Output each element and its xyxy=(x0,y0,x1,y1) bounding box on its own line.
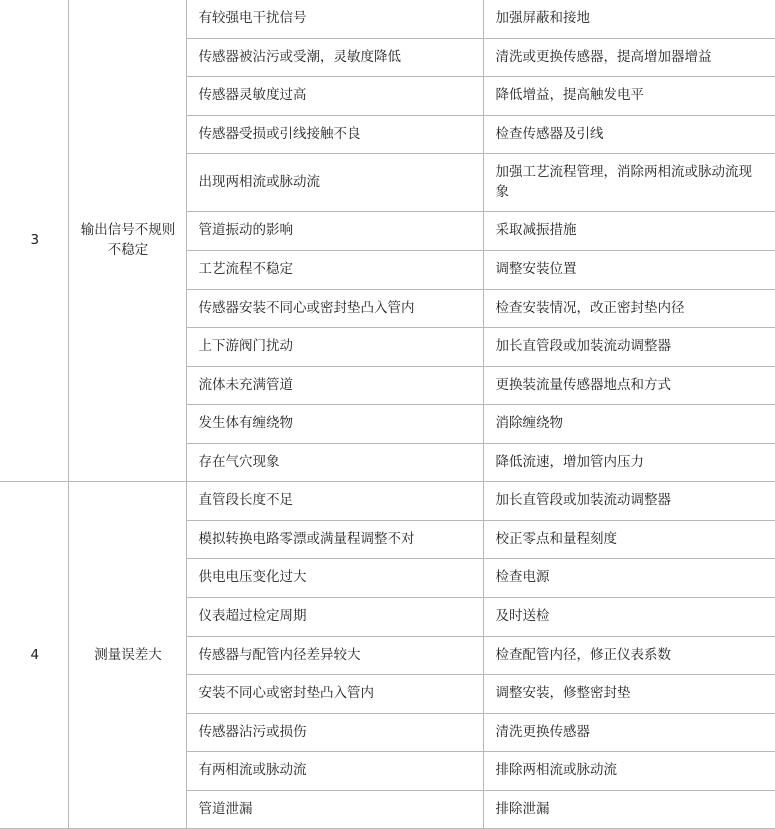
fix-cell: 检查配管内径，修正仪表系数 xyxy=(483,636,775,675)
cause-cell: 传感器被沾污或受潮，灵敏度降低 xyxy=(186,38,483,77)
fix-cell: 加长直管段或加装流动调整器 xyxy=(483,328,775,367)
fix-cell: 降低流速，增加管内压力 xyxy=(483,443,775,482)
fix-cell: 消除缠绕物 xyxy=(483,405,775,444)
cause-cell: 有较强电干扰信号 xyxy=(186,0,483,38)
cause-cell: 传感器灵敏度过高 xyxy=(186,77,483,116)
cause-cell: 直管段长度不足 xyxy=(186,482,483,521)
fix-cell: 更换装流量传感器地点和方式 xyxy=(483,366,775,405)
fix-cell: 加强工艺流程管理，消除两相流或脉动流现象 xyxy=(483,154,775,212)
fix-cell: 及时送检 xyxy=(483,598,775,637)
cause-cell: 传感器安装不同心或密封垫凸入管内 xyxy=(186,289,483,328)
fix-cell: 加强屏蔽和接地 xyxy=(483,0,775,38)
cause-cell: 模拟转换电路零漂或满量程调整不对 xyxy=(186,520,483,559)
cause-cell: 传感器受损或引线接触不良 xyxy=(186,115,483,154)
fix-cell: 排除两相流或脉动流 xyxy=(483,752,775,791)
cause-cell: 工艺流程不稳定 xyxy=(186,250,483,289)
fix-cell: 调整安装，修整密封垫 xyxy=(483,675,775,714)
group-number: 4 xyxy=(0,482,68,829)
cause-cell: 上下游阀门扰动 xyxy=(186,328,483,367)
cause-cell: 出现两相流或脉动流 xyxy=(186,154,483,212)
cause-cell: 仪表超过检定周期 xyxy=(186,598,483,637)
cause-cell: 传感器沾污或损伤 xyxy=(186,713,483,752)
fix-cell: 清洗或更换传感器，提高增加器增益 xyxy=(483,38,775,77)
fix-cell: 清洗更换传感器 xyxy=(483,713,775,752)
fix-cell: 调整安装位置 xyxy=(483,250,775,289)
fix-cell: 降低增益，提高触发电平 xyxy=(483,77,775,116)
cause-cell: 存在气穴现象 xyxy=(186,443,483,482)
cause-cell: 有两相流或脉动流 xyxy=(186,752,483,791)
cause-cell: 传感器与配管内径差异较大 xyxy=(186,636,483,675)
table-row xyxy=(0,482,775,521)
table-row xyxy=(0,0,775,38)
cause-cell: 流体未充满管道 xyxy=(186,366,483,405)
group-symptom: 测量误差大 xyxy=(68,482,186,829)
fix-cell: 检查传感器及引线 xyxy=(483,115,775,154)
cause-cell: 管道振动的影响 xyxy=(186,212,483,251)
group-number: 3 xyxy=(0,0,68,482)
cause-cell: 发生体有缠绕物 xyxy=(186,405,483,444)
fix-cell: 加长直管段或加装流动调整器 xyxy=(483,482,775,521)
fix-cell: 采取减振措施 xyxy=(483,212,775,251)
fix-cell: 检查电源 xyxy=(483,559,775,598)
fix-cell: 检查安装情况，改正密封垫内径 xyxy=(483,289,775,328)
cause-cell: 管道泄漏 xyxy=(186,790,483,829)
cause-cell: 安装不同心或密封垫凸入管内 xyxy=(186,675,483,714)
cause-cell: 供电电压变化过大 xyxy=(186,559,483,598)
fix-cell: 校正零点和量程刻度 xyxy=(483,520,775,559)
fix-cell: 排除泄漏 xyxy=(483,790,775,829)
group-symptom: 输出信号不规则不稳定 xyxy=(68,0,186,482)
